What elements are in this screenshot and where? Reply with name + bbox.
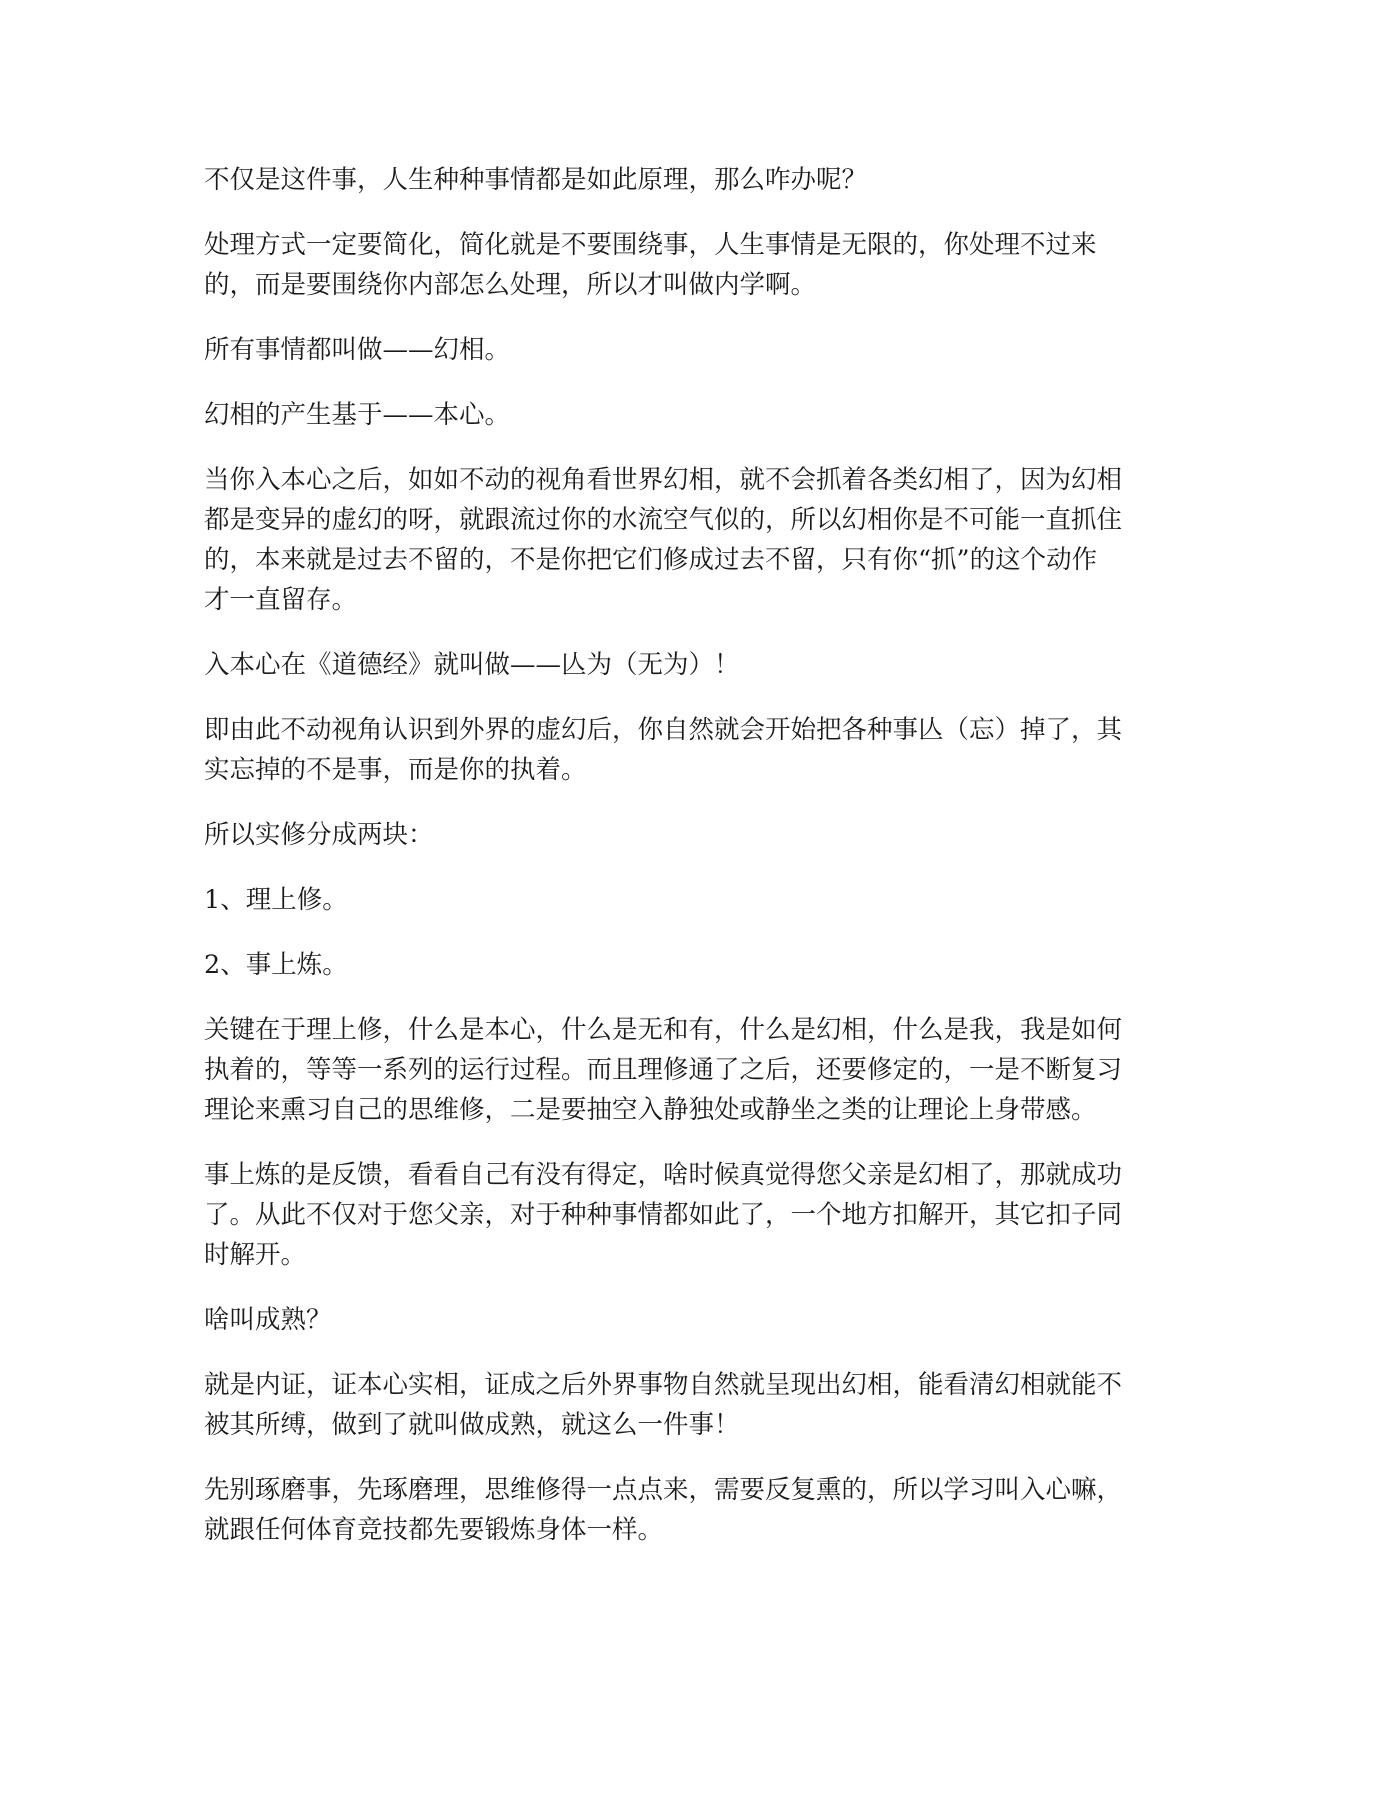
text-line: 啥叫成熟？ xyxy=(204,1305,332,1335)
text-line: 1、理上修。 xyxy=(204,885,348,915)
text-line: 了。从此不仅对于您父亲，对于种种事情都如此了，一个地方扣解开，其它扣子同 xyxy=(204,1200,1123,1230)
text-line: 才一直留存。 xyxy=(204,585,358,615)
text-line: 理论来熏习自己的思维修，二是要抽空入静独处或静坐之类的让理论上身带感。 xyxy=(204,1095,1097,1125)
paragraph xyxy=(204,880,1182,920)
paragraph xyxy=(204,645,1182,685)
text-line: 被其所缚，做到了就叫做成熟，就这么一件事！ xyxy=(204,1410,740,1440)
text-line: 幻相的产生基于——本心。 xyxy=(204,400,511,430)
paragraph xyxy=(204,1155,1182,1275)
text-line: 关键在于理上修，什么是本心，什么是无和有，什么是幻相，什么是我，我是如何 xyxy=(204,1015,1123,1045)
text-line: 处理方式一定要简化，简化就是不要围绕事，人生事情是无限的，你处理不过来 xyxy=(204,230,1097,260)
paragraph xyxy=(204,160,1182,200)
text-line: 即由此不动视角认识到外界的虚幻后，你自然就会开始把各种事亾（忘）掉了，其 xyxy=(204,715,1123,745)
text-line: 执着的，等等一系列的运行过程。而且理修通了之后，还要修定的，一是不断复习 xyxy=(204,1055,1123,1085)
text-line: 2、事上炼。 xyxy=(204,950,348,980)
text-line: 的，而是要围绕你内部怎么处理，所以才叫做内学啊。 xyxy=(204,270,817,300)
paragraph xyxy=(204,1365,1182,1445)
text-line: 所以实修分成两块： xyxy=(204,820,434,850)
paragraph xyxy=(204,460,1182,620)
document-body xyxy=(204,160,1182,1575)
text-line: 的，本来就是过去不留的，不是你把它们修成过去不留，只有你“抓”的这个动作 xyxy=(204,545,1098,575)
text-line: 入本心在《道德经》就叫做——亾为（无为）！ xyxy=(204,650,740,680)
text-line: 不仅是这件事，人生种种事情都是如此原理，那么咋办呢？ xyxy=(204,165,868,195)
text-line: 就是内证，证本心实相，证成之后外界事物自然就呈现出幻相，能看清幻相就能不 xyxy=(204,1370,1123,1400)
paragraph xyxy=(204,225,1182,305)
paragraph xyxy=(204,1300,1182,1340)
text-line: 都是变异的虚幻的呀，就跟流过你的水流空气似的，所以幻相你是不可能一直抓住 xyxy=(204,505,1123,535)
paragraph xyxy=(204,945,1182,985)
text-line: 所有事情都叫做——幻相。 xyxy=(204,335,511,365)
text-line: 实忘掉的不是事，而是你的执着。 xyxy=(204,755,587,785)
paragraph xyxy=(204,710,1182,790)
text-line: 时解开。 xyxy=(204,1240,307,1270)
text-line: 就跟任何体育竞技都先要锻炼身体一样。 xyxy=(204,1515,664,1545)
paragraph xyxy=(204,815,1182,855)
paragraph xyxy=(204,330,1182,370)
text-line: 先别琢磨事，先琢磨理，思维修得一点点来，需要反复熏的，所以学习叫入心嘛， xyxy=(204,1475,1123,1505)
paragraph xyxy=(204,1470,1182,1550)
paragraph xyxy=(204,1010,1182,1130)
text-line: 当你入本心之后，如如不动的视角看世界幻相，就不会抓着各类幻相了，因为幻相 xyxy=(204,465,1123,495)
text-line: 事上炼的是反馈，看看自己有没有得定，啥时候真觉得您父亲是幻相了，那就成功 xyxy=(204,1160,1123,1190)
paragraph xyxy=(204,395,1182,435)
